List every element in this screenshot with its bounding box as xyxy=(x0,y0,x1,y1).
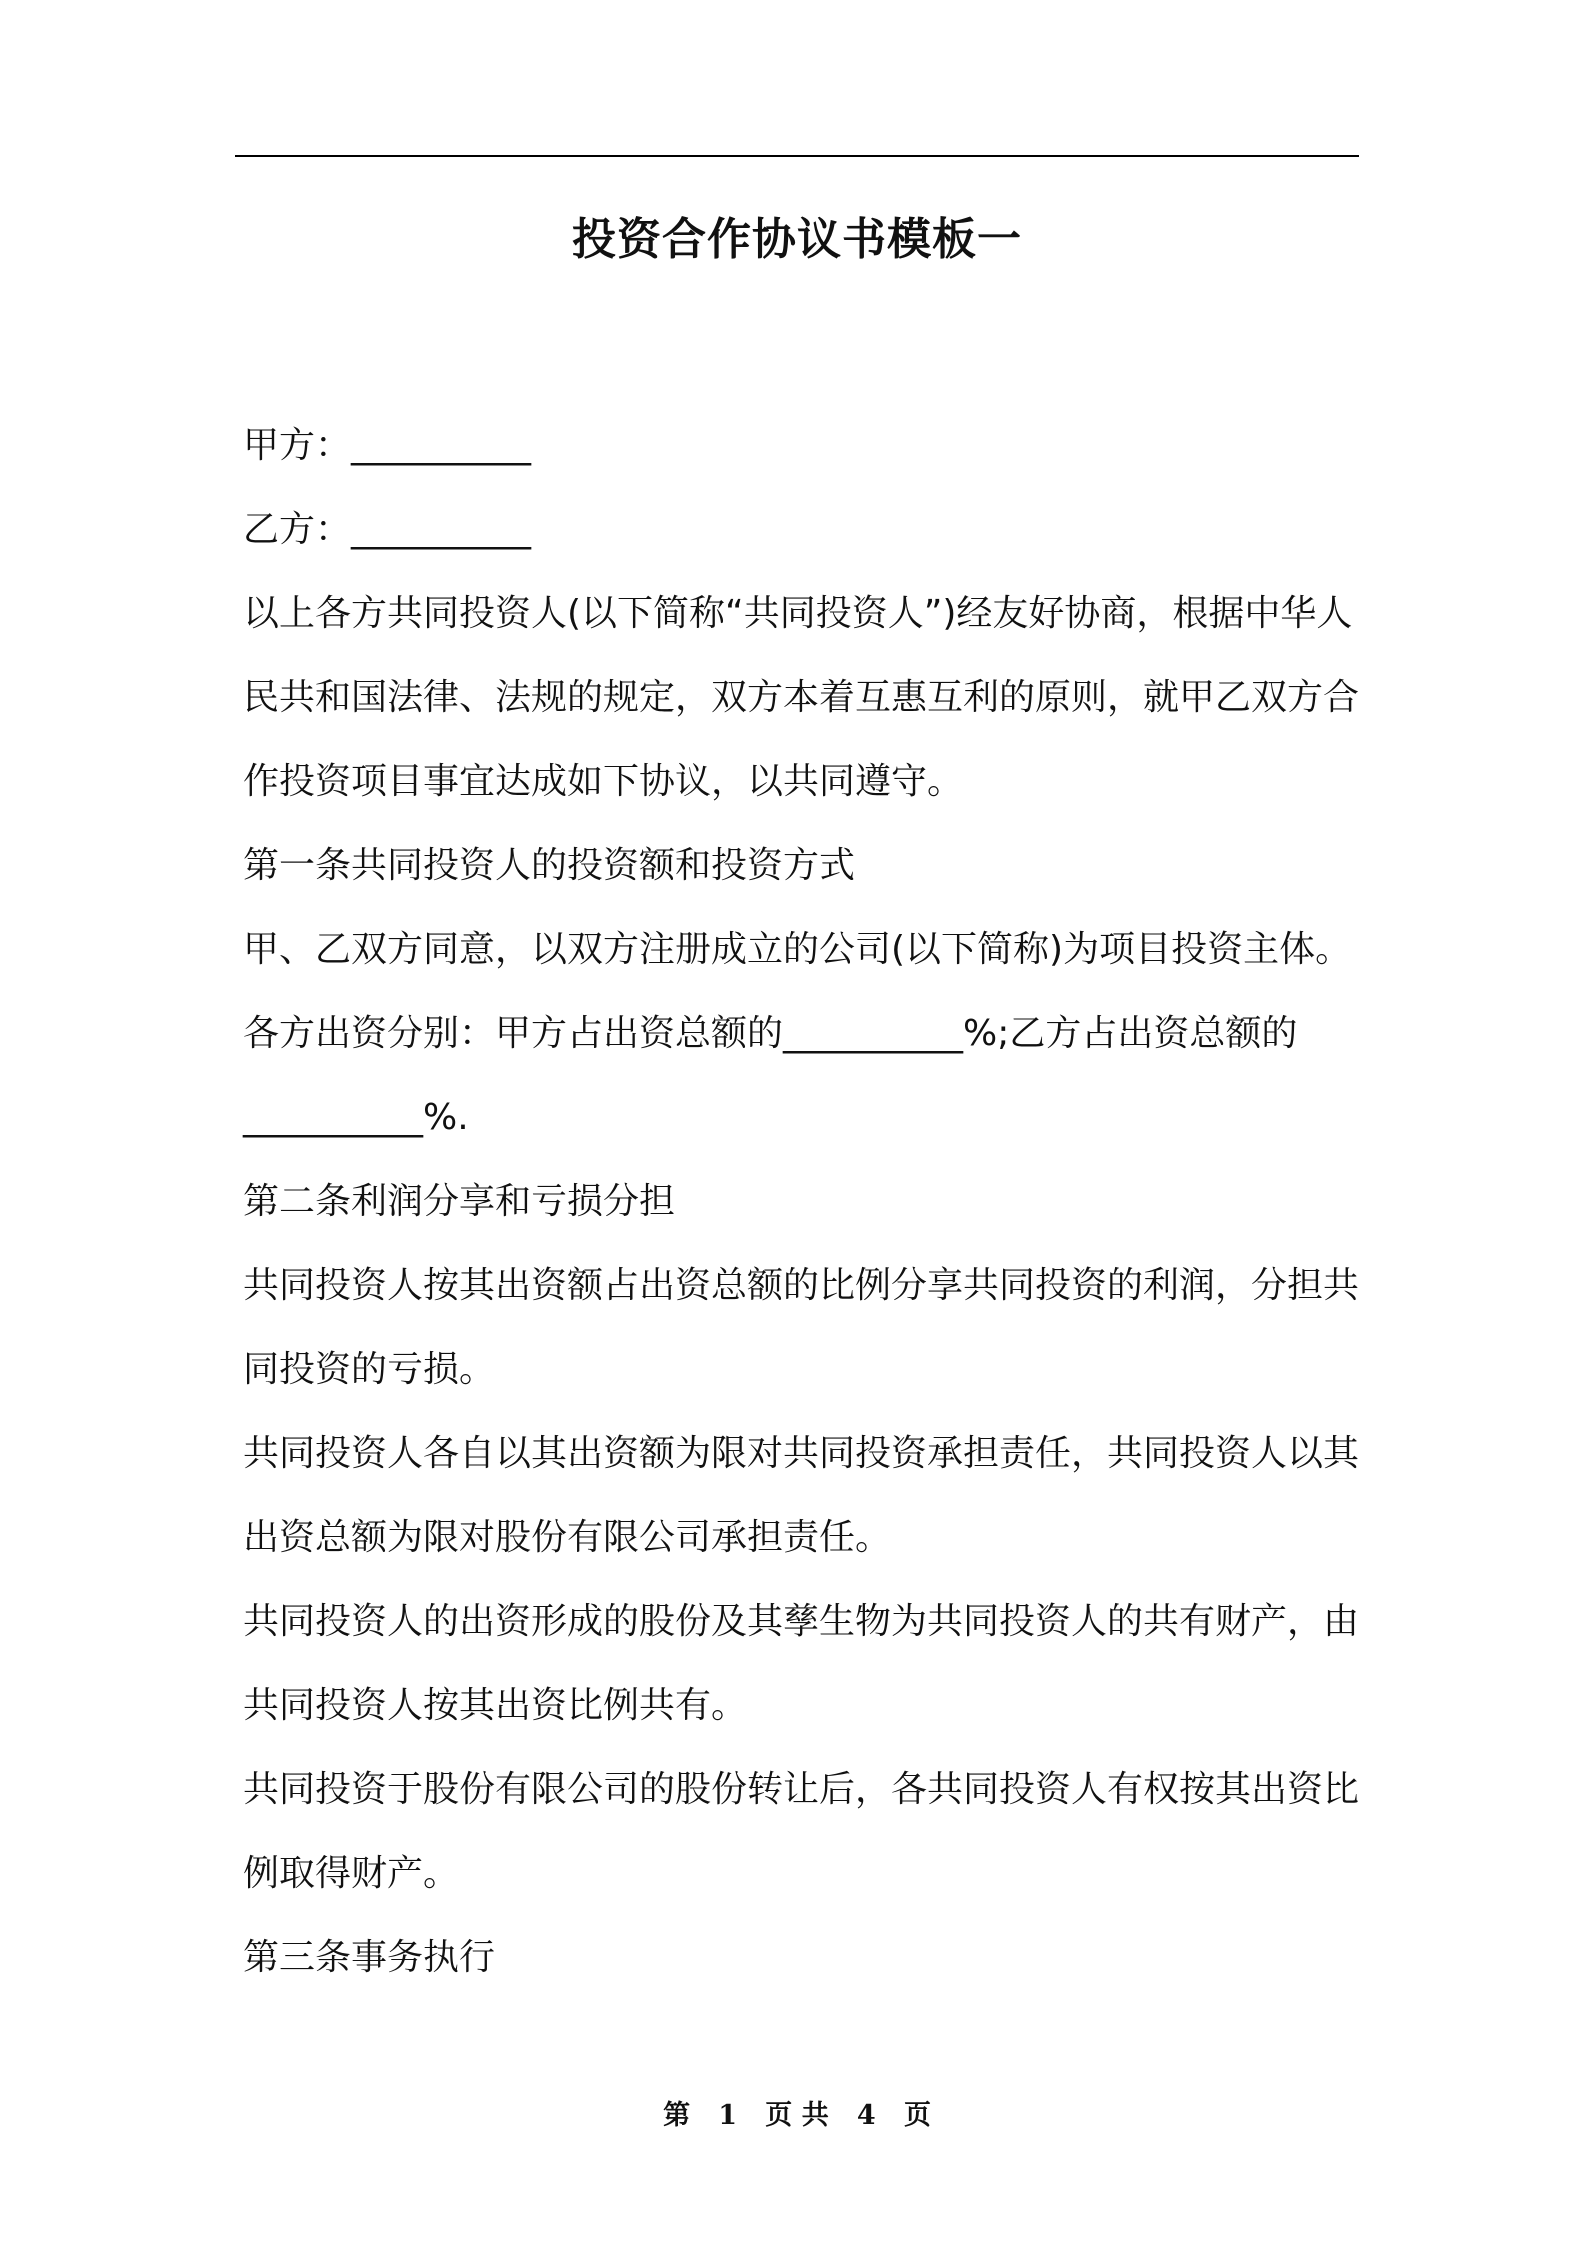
party-a-line: 甲方：__________ xyxy=(243,425,532,466)
footer-middle: 页 共 xyxy=(765,2100,829,2131)
article-2-paragraph-1: 共同投资人按其出资额占出资总额的比例分享共同投资的利润，分担共同投资的亏损。 xyxy=(243,1265,1360,1390)
document-title: 投资合作协议书模板一 xyxy=(572,214,1022,265)
article-2-paragraph-3: 共同投资人的出资形成的股份及其孳生物为共同投资人的共有财产，由共同投资人按其出资比例共有。 xyxy=(243,1601,1360,1726)
party-b-line: 乙方：__________ xyxy=(243,509,532,550)
article-2-paragraph-4: 共同投资于股份有限公司的股份转让后，各共同投资人有权按其出资比例取得财产。 xyxy=(243,1769,1360,1894)
header-rule xyxy=(235,155,1359,157)
document-body xyxy=(243,404,1359,2000)
article-3-heading: 第三条事务执行 xyxy=(243,1937,496,1978)
article-1-paragraph-1: 甲、乙双方同意，以双方注册成立的公司(以下简称)为项目投资主体。 xyxy=(243,929,1352,970)
footer-current-page: 1 xyxy=(718,2100,738,2131)
footer-suffix: 页 xyxy=(903,2100,931,2131)
article-1-paragraph-2: 各方出资分别：甲方占出资总额的__________%;乙方占出资总额的__________%. xyxy=(243,1013,1298,1138)
article-2-paragraph-2: 共同投资人各自以其出资额为限对共同投资承担责任，共同投资人以其出资总额为限对股份有限公司承担责任。 xyxy=(243,1433,1360,1558)
footer-total-pages: 4 xyxy=(856,2100,876,2131)
footer-prefix: 第 xyxy=(663,2100,691,2131)
article-1-heading: 第一条共同投资人的投资额和投资方式 xyxy=(243,845,856,886)
intro-paragraph: 以上各方共同投资人(以下简称“共同投资人”)经友好协商，根据中华人民共和国法律、法规的规定，双方本着互惠互利的原则，就甲乙双方合作投资项目事宜达成如下协议，以共同遵守。 xyxy=(243,593,1360,802)
article-2-heading: 第二条利润分享和亏损分担 xyxy=(243,1181,676,1222)
page-footer xyxy=(235,2096,1359,2136)
